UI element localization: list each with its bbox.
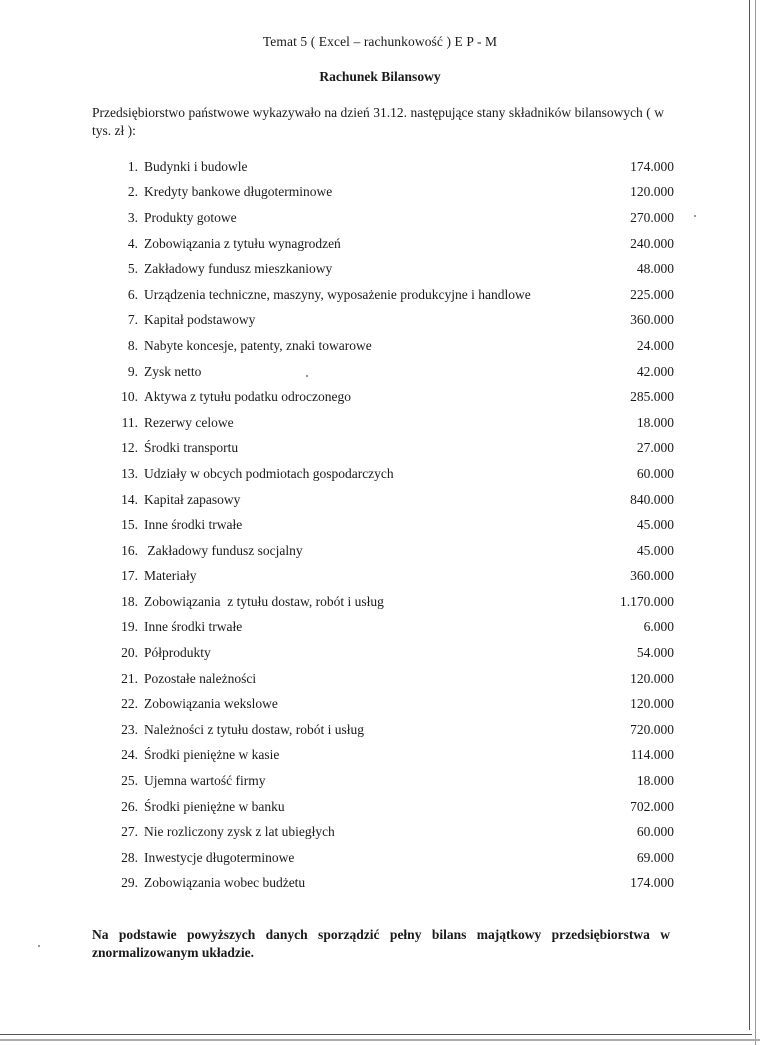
item-value: 18.000 xyxy=(636,773,674,789)
item-number: 16. xyxy=(121,542,138,558)
list-item xyxy=(108,615,674,641)
item-number: 12. xyxy=(121,440,138,456)
list-item xyxy=(108,154,674,180)
item-number: 4. xyxy=(127,235,138,251)
item-label: Środki pieniężne w kasie xyxy=(144,747,280,763)
item-label: Kapitał podstawowy xyxy=(144,312,256,328)
item-value: 48.000 xyxy=(636,261,674,277)
item-label: Należności z tytułu dostaw, robót i usług xyxy=(144,721,364,737)
list-item xyxy=(108,384,674,410)
list-item xyxy=(108,538,674,564)
item-number: 8. xyxy=(127,337,138,353)
item-value: 174.000 xyxy=(630,158,674,174)
item-number: 10. xyxy=(121,389,138,405)
item-label: Rezerwy celowe xyxy=(144,414,234,430)
scan-speck xyxy=(38,945,40,947)
item-number: 13. xyxy=(121,465,138,481)
list-item xyxy=(108,487,674,513)
scan-edge-bottom xyxy=(0,1034,752,1035)
item-number: 9. xyxy=(127,363,138,379)
item-number: 5. xyxy=(127,261,138,277)
item-value: 174.000 xyxy=(630,875,674,891)
item-value: 69.000 xyxy=(636,849,674,865)
list-item xyxy=(108,768,674,794)
item-value: 360.000 xyxy=(630,568,674,584)
item-number: 14. xyxy=(121,491,138,507)
item-number: 28. xyxy=(121,849,138,865)
item-label: Materiały xyxy=(144,568,197,584)
item-value: 270.000 xyxy=(630,209,674,225)
item-number: 21. xyxy=(121,670,138,686)
item-label: Zobowiązania wekslowe xyxy=(144,696,278,712)
list-item xyxy=(108,436,674,462)
item-label: Inne środki trwałe xyxy=(144,619,243,635)
topic-header: Temat 5 ( Excel – rachunkowość ) E P - M xyxy=(262,34,498,49)
list-item xyxy=(108,743,674,769)
item-number: 22. xyxy=(121,696,138,712)
item-value: 285.000 xyxy=(630,389,674,405)
item-value: 45.000 xyxy=(636,517,674,533)
item-number: 3. xyxy=(127,209,138,225)
item-label: Zakładowy fundusz mieszkaniowy xyxy=(144,261,333,277)
item-label: Inne środki trwałe xyxy=(144,517,243,533)
list-item xyxy=(108,666,674,692)
item-label: Zobowiązania z tytułu dostaw, robót i usług xyxy=(144,593,384,609)
intro-paragraph: Przedsiębiorstwo państwowe wykazywało na dzień 31.12. następujące stany składników bilansowych ( w tys. zł ): xyxy=(92,105,664,138)
list-item xyxy=(108,691,674,717)
item-value: 42.000 xyxy=(636,363,674,379)
list-item xyxy=(108,205,674,231)
list-item xyxy=(108,589,674,615)
item-number: 11. xyxy=(121,414,138,430)
item-value: 225.000 xyxy=(630,286,674,302)
item-number: 2. xyxy=(127,184,138,200)
list-item xyxy=(108,256,674,282)
item-number: 29. xyxy=(121,875,138,891)
list-item xyxy=(108,410,674,436)
item-label: Zysk netto xyxy=(144,363,202,379)
item-label: Aktywa z tytułu podatku odroczonego xyxy=(144,389,351,405)
item-value: 120.000 xyxy=(630,696,674,712)
list-item xyxy=(108,564,674,590)
item-value: 840.000 xyxy=(630,491,674,507)
item-number: 6. xyxy=(127,286,138,302)
list-item xyxy=(108,794,674,820)
item-value: 114.000 xyxy=(630,747,674,763)
item-label: Kredyty bankowe długoterminowe xyxy=(144,184,333,200)
item-number: 25. xyxy=(121,773,138,789)
item-label: Zobowiązania wobec budżetu xyxy=(144,875,306,891)
item-number: 27. xyxy=(121,824,138,840)
item-value: 120.000 xyxy=(630,670,674,686)
item-value: 240.000 xyxy=(630,235,674,251)
list-item xyxy=(108,308,674,334)
item-label: Zakładowy fundusz socjalny xyxy=(144,542,303,558)
item-label: Nabyte koncesje, patenty, znaki towarowe xyxy=(144,337,372,353)
item-number: 17. xyxy=(121,568,138,584)
item-value: 54.000 xyxy=(636,645,674,661)
item-value: 18.000 xyxy=(636,414,674,430)
list-item xyxy=(108,359,674,385)
list-item xyxy=(108,819,674,845)
list-item xyxy=(108,845,674,871)
item-label: Udziały w obcych podmiotach gospodarczych xyxy=(144,465,394,481)
item-number: 24. xyxy=(121,747,138,763)
scan-edge-right xyxy=(749,0,750,1030)
item-value: 702.000 xyxy=(630,798,674,814)
item-number: 20. xyxy=(121,645,138,661)
item-number: 15. xyxy=(121,517,138,533)
task-instruction: Na podstawie powyższych danych sporządzić pełny bilans majątkowy przedsiębiorstwa w znormalizowanym układzie. xyxy=(92,927,670,960)
item-label: Ujemna wartość firmy xyxy=(144,773,266,789)
item-number: 18. xyxy=(121,593,138,609)
balance-items-list xyxy=(108,154,674,896)
item-label: Nie rozliczony zysk z lat ubiegłych xyxy=(144,824,335,840)
item-label: Środki pieniężne w banku xyxy=(144,798,285,814)
item-number: 26. xyxy=(121,798,138,814)
item-value: 24.000 xyxy=(636,337,674,353)
item-value: 60.000 xyxy=(636,465,674,481)
item-label: Inwestycje długoterminowe xyxy=(144,849,295,865)
item-value: 120.000 xyxy=(630,184,674,200)
item-value: 6.000 xyxy=(643,619,674,635)
item-value: 720.000 xyxy=(630,721,674,737)
list-item xyxy=(108,717,674,743)
item-value: 45.000 xyxy=(636,542,674,558)
scan-edge-bottom-outer xyxy=(0,1039,760,1041)
item-number: 1. xyxy=(127,158,138,174)
document-title: Rachunek Bilansowy xyxy=(319,69,441,84)
scan-edge-right-outer xyxy=(755,0,756,1045)
list-item xyxy=(108,512,674,538)
item-label: Kapitał zapasowy xyxy=(144,491,241,507)
item-label: Pozostałe należności xyxy=(144,670,257,686)
item-number: 23. xyxy=(121,721,138,737)
scan-speck xyxy=(694,215,696,217)
list-item xyxy=(108,461,674,487)
item-label: Środki transportu xyxy=(144,440,239,456)
item-label: Budynki i budowle xyxy=(144,158,248,174)
list-item xyxy=(108,231,674,257)
item-number: 19. xyxy=(121,619,138,635)
item-number: 7. xyxy=(127,312,138,328)
item-label: Produkty gotowe xyxy=(144,209,237,225)
item-value: 1.170.000 xyxy=(620,593,674,609)
list-item xyxy=(108,180,674,206)
item-label: Urządzenia techniczne, maszyny, wyposażenie produkcyjne i handlowe xyxy=(144,286,531,302)
list-item xyxy=(108,640,674,666)
item-label: Zobowiązania z tytułu wynagrodzeń xyxy=(144,235,341,251)
list-item xyxy=(108,333,674,359)
list-item xyxy=(108,871,674,897)
item-value: 27.000 xyxy=(636,440,674,456)
item-value: 60.000 xyxy=(636,824,674,840)
list-item xyxy=(108,282,674,308)
item-label: Półprodukty xyxy=(144,645,211,661)
item-value: 360.000 xyxy=(630,312,674,328)
